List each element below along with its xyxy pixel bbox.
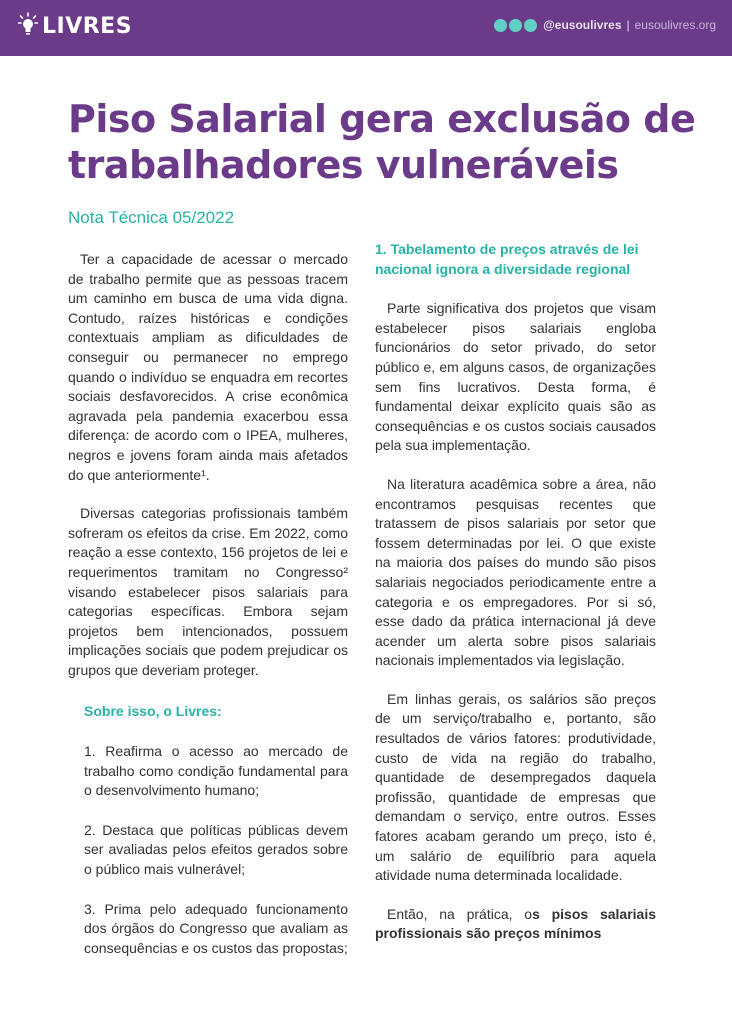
list-item: 3. Prima pelo adequado funcionamento dos órgãos do Congresso que avaliam as consequências e os custos das propostas;: [84, 900, 348, 956]
header-separator: |: [626, 18, 630, 32]
social-icons: [494, 19, 539, 32]
body-paragraph: Na literatura acadêmica sobre a área, não encontramos pesquisas recentes que tratassem de pisos salariais por setor que fossem determinadas por lei. O que existe na maioria dos países do mundo são pisos salariais negociados periodicamente entre a categoria e os empregadores. Por si só, esse dado da prática internacional já deve acender um alerta sobre pisos salariais nacionais implementados via legislação.: [375, 475, 656, 669]
facebook-icon[interactable]: [524, 19, 537, 32]
brand-name: LIVRES: [42, 14, 133, 39]
page-header: [0, 0, 732, 56]
body-paragraph: Parte significativa dos projetos que visam estabelecer pisos salariais engloba funcionários do setor privado, do setor público e, em alguns casos, de organizações sem fins lucrativos. Desta forma, é fundamental deixar explícito quais são as consequências e os custos sociais causados pela sua implementação.: [375, 300, 656, 454]
page-title: Piso Salarial gera exclusão de trabalhadores vulneráveis: [68, 97, 696, 187]
instagram-icon[interactable]: [509, 19, 522, 32]
intro-paragraph: Ter a capacidade de acessar o mercado de trabalho permite que as pessoas tracem um caminho em busca de uma vida digna. Contudo, raízes históricas e condições contextuais ampliam as dificuldades de conseguir ou permanecer no emprego quando o indivíduo se enquadra em recortes sociais desfavorecidos. A crise econômica agravada pela pandemia exacerbou essa diferença: de acordo com o IPEA, mulheres, negros e jovens foram ainda mais afetados do que anteriormente¹.: [68, 251, 348, 483]
paragraph-text: Então, na prática, o: [387, 905, 533, 922]
body-paragraph: Em linhas gerais, os salários são preços de um serviço/trabalho e, portanto, são resultados de vários fatores: produtividade, custo de vida na região do trabalho, quantidade de desempregados daquela profissão, quantidade de empresas que demandam o serviço, entre outros. Esses fatores acabam gerando um preço, isto é, um salário de equilíbrio para aquela atividade numa determinada localidade.: [375, 690, 656, 884]
right-column: [375, 240, 656, 944]
lightbulb-icon: [18, 12, 38, 41]
left-column: [68, 250, 348, 958]
body-paragraph: [375, 905, 656, 944]
list-heading: Sobre isso, o Livres:: [84, 703, 222, 720]
livres-logo[interactable]: [18, 12, 132, 41]
twitter-icon[interactable]: [494, 19, 507, 32]
list-item: 1. Reafirma o acesso ao mercado de trabalho como condição fundamental para o desenvolvimento humano;: [84, 743, 348, 799]
header-contact: [494, 18, 716, 32]
context-paragraph: Diversas categorias profissionais também sofreram os efeitos da crise. Em 2022, como reação a esse contexto, 156 projetos de lei e requerimentos tramitam no Congresso² visando estabelecer pisos salariais para categorias específicas. Embora sejam projetos bem intencionados, possuem implicações sociais que podem prejudicar os grupos que deveriam proteger.: [68, 505, 348, 678]
bold-text: s pisos salariais profissionais são preços mínimos: [375, 905, 656, 942]
section-heading: 1. Tabelamento de preços através de lei nacional ignora a diversidade regional: [375, 241, 639, 277]
website-link[interactable]: eusoulivres.org: [634, 18, 716, 32]
list-item: 2. Destaca que políticas públicas devem ser avaliadas pelos efeitos gerados sobre o público mais vulnerável;: [84, 821, 348, 878]
social-handle[interactable]: @eusoulivres: [543, 18, 622, 32]
document-subtitle: Nota Técnica 05/2022: [68, 208, 235, 227]
